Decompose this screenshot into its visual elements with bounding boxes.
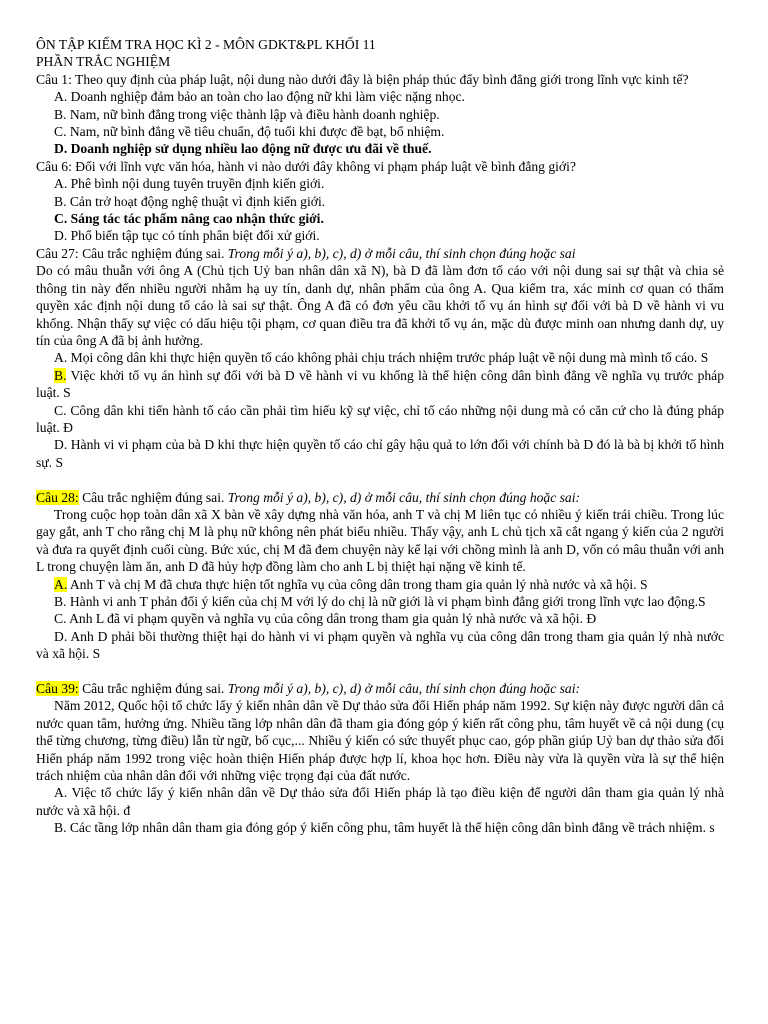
highlighted-letter: B. xyxy=(54,367,67,383)
question-label: Câu 39: xyxy=(36,681,79,696)
statement-d: D. Hành vi vi phạm của bà D khi thực hiện quyền tố cáo chỉ gây hậu quả to lớn đối với chính bà D đó là bà bị khởi tố hình sự. S xyxy=(36,437,724,470)
question-header xyxy=(36,245,724,262)
question-header xyxy=(36,680,724,697)
option-d-answer: D. Doanh nghiệp sử dụng nhiều lao động nữ được ưu đãi về thuế. xyxy=(54,141,432,157)
question-kind: Câu trắc nghiệm đúng sai. xyxy=(78,681,225,696)
statement-b: B. Hành vi anh T phản đối ý kiến của chị M với lý do chị là nữ giới là vi phạm bình đẳng giới trong lĩnh vực lao động.S xyxy=(54,593,706,609)
statement-c: C. Công dân khi tiến hành tố cáo cần phải tìm hiểu kỹ sự việc, chỉ tố cáo những nội dung mà có căn cứ cho là đúng pháp luật. Đ xyxy=(36,402,724,435)
spacer xyxy=(36,471,724,488)
question-header xyxy=(36,489,724,506)
highlighted-letter: A. xyxy=(54,576,68,592)
question-passage: Do có mâu thuẫn với ông A (Chủ tịch Uỷ ban nhân dân xã N), bà D đã làm đơn tố cáo với nội dung sai sự thật và chia sẻ thông tin này đến nhiều người nhằm hạ uy tín, danh dự, nhân phẩm của ông A. Qua kiểm tra, xác minh cơ quan có thẩm quyền xác định nội dung tố cáo là sai sự thật. Ông A đã có đơn yêu cầu khởi tố vụ án hình sự đối với bà D về hành vi vu khống. Nhận thấy sự việc có dấu hiệu tội phạm, cơ quan điều tra đã khởi tố vụ án, mặc dù được minh oan nhưng danh dự, uy tín của ông A đã bị ảnh hưởng. xyxy=(36,263,724,348)
section-heading: PHẦN TRẮC NGHIỆM xyxy=(36,54,171,70)
spacer xyxy=(36,663,724,680)
statement-c: C. Anh L đã vi phạm quyền và nghĩa vụ của công dân trong tham gia quản lý nhà nước và xã hội. Đ xyxy=(54,611,597,627)
question-1 xyxy=(36,71,724,158)
statement-text: Việc khởi tố vụ án hình sự đối với bà D về hành vi vu khống là thể hiện công dân bình đẳng về nghĩa vụ trước pháp luật. S xyxy=(36,367,724,401)
question-label: Câu 28: xyxy=(36,489,79,505)
question-instruction: Trong mỗi ý a), b), c), d) ở mỗi câu, thí sinh chọn đúng hoặc sai xyxy=(227,245,576,261)
option-c: C. Nam, nữ bình đẳng về tiêu chuẩn, độ tuổi khi được đề bạt, bổ nhiệm. xyxy=(54,124,445,140)
question-instruction: Trong mỗi ý a), b), c), d) ở mỗi câu, thí sinh chọn đúng hoặc sai: xyxy=(224,489,581,505)
option-a: A. Phê bình nội dung tuyên truyền định kiến giới. xyxy=(54,176,325,192)
statement-d: D. Anh D phải bồi thường thiệt hại do hành vi vi phạm quyền và nghĩa vụ của công dân trong tham gia quản lý nhà nước và xã hội. S xyxy=(36,628,724,662)
option-a: A. Doanh nghiệp đảm bảo an toàn cho lao động nữ khi làm việc nặng nhọc. xyxy=(54,89,465,105)
question-27 xyxy=(36,245,724,471)
option-b: B. Cản trở hoạt động nghệ thuật vì định kiến giới. xyxy=(54,193,326,209)
question-39 xyxy=(36,680,724,837)
statement-b xyxy=(36,367,724,402)
statement-a: A. Mọi công dân khi thực hiện quyền tố cáo không phải chịu trách nhiệm trước pháp luật về nội dung mà mình tố cáo. S xyxy=(54,350,709,366)
statement-a: A. Việc tổ chức lấy ý kiến nhân dân về Dự thảo sửa đổi Hiến pháp là tạo điều kiện để người dân tham gia quản lý nhà nước và xã hội. đ xyxy=(36,785,724,818)
question-instruction: Trong mỗi ý a), b), c), d) ở mỗi câu, thí sinh chọn đúng hoặc sai: xyxy=(224,681,581,696)
question-28 xyxy=(36,489,724,663)
question-passage: Trong cuộc họp toàn dân xã X bàn về xây dựng nhà văn hóa, anh T và chị M liên tục có nhiều ý kiến trái chiều. Trong lúc gay gắt, anh T cho rằng chị M là phụ nữ không nên phát biểu nhiều. Thấy vậy, anh L chủ tịch xã cắt ngang ý kiến của 2 người và đưa ra quyết định cuối cùng. Bức xúc, chị M đã đem chuyện này kể lại với chồng mình là anh D, vốn có mâu thuẫn với anh L trong chuyện làm ăn, anh D đã hủy hợp đồng làm cho anh L bị thiệt hại nặng về kinh tế. xyxy=(36,506,724,575)
question-label: Câu 27: Câu trắc nghiệm đúng sai. xyxy=(36,245,225,261)
question-stem: Câu 6: Đối với lĩnh vực văn hóa, hành vi nào dưới đây không vi phạm pháp luật về bình đẳng giới? xyxy=(36,158,576,174)
question-stem: Câu 1: Theo quy định của pháp luật, nội dung nào dưới đây là biện pháp thúc đẩy bình đẳng giới trong lĩnh vực kinh tế? xyxy=(36,71,689,87)
option-c-answer: C. Sáng tác tác phẩm nâng cao nhận thức giới. xyxy=(54,211,324,227)
question-passage: Năm 2012, Quốc hội tổ chức lấy ý kiến nhân dân về Dự thảo sửa đổi Hiến pháp năm 1992. Sự kiện này được người dân cả nước quan tâm, hưởng ứng. Nhiều tầng lớp nhân dân đã tham gia đóng góp ý kiến rất công phu, tâm huyết về cả nội dung (cụ thể từng chương, từng điều) lẫn từ ngữ, bố cục,... Nhiều ý kiến có sức thuyết phục cao, góp phần giúp Uỷ ban dự thảo sửa đổi Hiến pháp năm 1992 trong việc hoàn thiện Hiến pháp được hợp lí, khoa học hơn. Điều này vừa là quyền vừa là sự thể hiện trách nhiệm của nhân dân đối với những việc trọng đại của đất nước. xyxy=(36,698,724,784)
statement-text: Anh T và chị M đã chưa thực hiện tốt nghĩa vụ của công dân trong tham gia quản lý nhà nước và xã hội. S xyxy=(67,576,648,592)
option-b: B. Nam, nữ bình đẳng trong việc thành lập và điều hành doanh nghiệp. xyxy=(54,106,440,122)
statement-b: B. Các tầng lớp nhân dân tham gia đóng góp ý kiến công phu, tâm huyết là thể hiện công dân bình đẳng về trách nhiệm. s xyxy=(54,820,715,836)
option-d: D. Phổ biến tập tục có tính phân biệt đối xử giới. xyxy=(54,228,320,244)
question-6 xyxy=(36,158,724,245)
question-kind: Câu trắc nghiệm đúng sai. xyxy=(78,489,225,505)
statement-a xyxy=(36,576,724,593)
document-title: ÔN TẬP KIỂM TRA HỌC KÌ 2 - MÔN GDKT&PL KHỐI 11 xyxy=(36,37,376,52)
